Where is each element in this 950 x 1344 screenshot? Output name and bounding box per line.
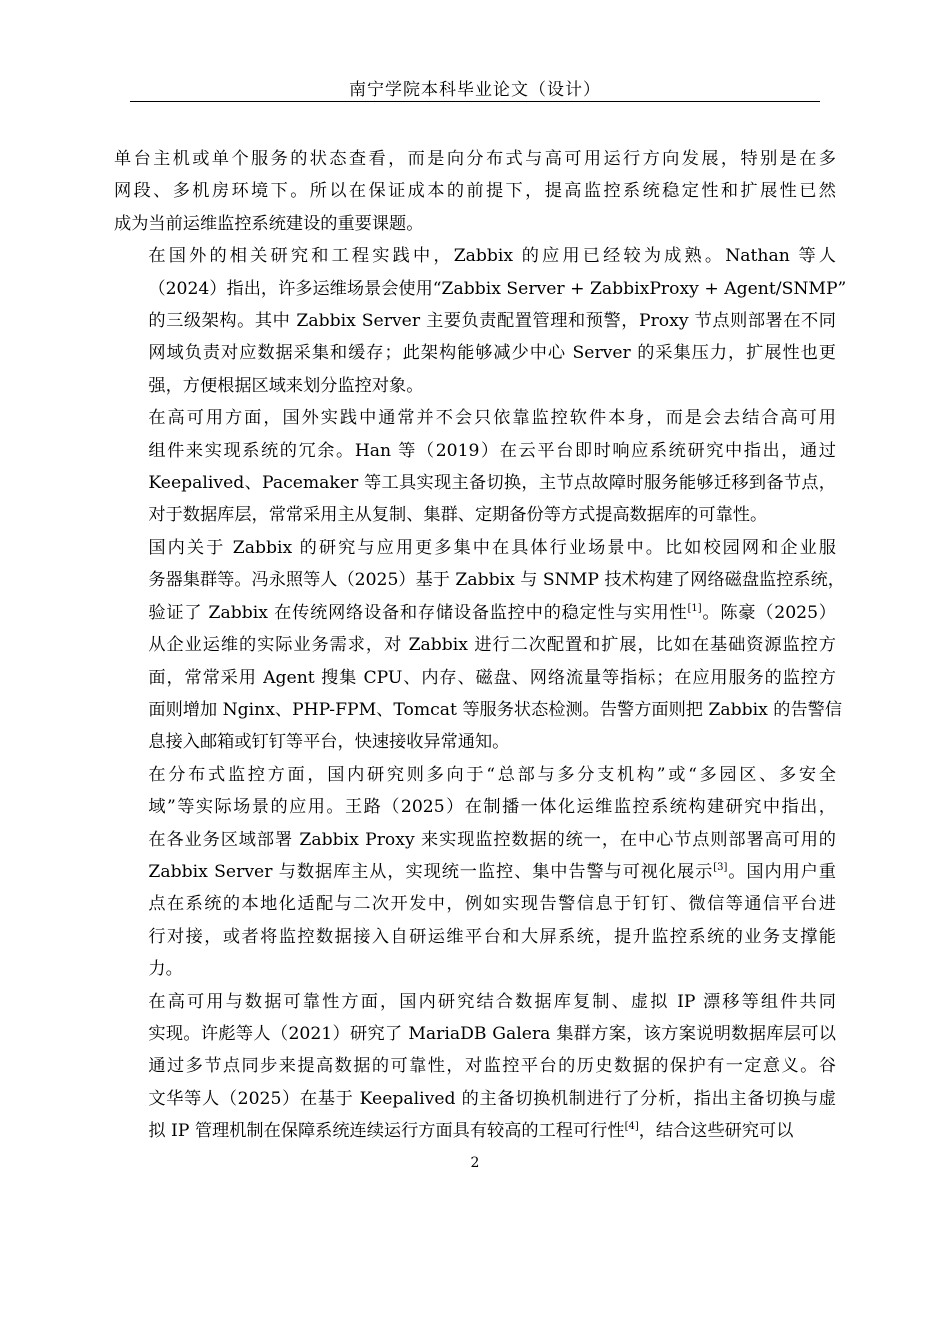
text-line: 点在系统的本地化适配与二次开发中，例如实现告警信息于钉钉、微信等通信平台进 — [148, 894, 836, 915]
text-line: 在国外的相关研究和工程实践中，Zabbix 的应用已经较为成熟。Nathan 等人 — [148, 246, 836, 267]
text-line: 通过多节点同步来提高数据的可靠性，对监控平台的历史数据的保护有一定意义。谷 — [148, 1056, 836, 1077]
text-line: 成为当前运维监控系统建设的重要课题。 — [114, 213, 424, 234]
text-line: 行对接，或者将监控数据接入自研运维平台和大屏系统，提升监控系统的业务支撑能 — [148, 926, 836, 947]
text-line — [114, 856, 836, 888]
text-line: 组件来实现系统的冗余。Han 等（2019）在云平台即时响应系统研究中指出，通过 — [148, 440, 836, 461]
paragraph — [114, 402, 836, 532]
citation-reference: [1] — [687, 602, 702, 614]
text-line: Keepalived、Pacemaker 等工具实现主备切换，主节点故障时服务能够迁移到备节点， — [148, 473, 836, 494]
text-line: 在高可用与数据可靠性方面，国内研究结合数据库复制、虚拟 IP 漂移等组件共同 — [148, 991, 836, 1012]
citation-reference: [3] — [713, 861, 728, 873]
text-line — [114, 1115, 836, 1147]
header-rule — [130, 101, 820, 102]
text-line: 从企业运维的实际业务需求，对 Zabbix 进行二次配置和扩展，比如在基础资源监控方 — [148, 635, 836, 656]
text-line: 在分布式监控方面，国内研究则多向于“总部与多分支机构”或“多园区、多安全 — [148, 764, 836, 785]
text-line: 的三级架构。其中 Zabbix Server 主要负责配置管理和预警，Proxy 节点则部署在不同 — [148, 311, 836, 332]
text-line: 在高可用方面，国外实践中通常并不会只依靠监控软件本身，而是会去结合高可用 — [148, 408, 836, 429]
page-number: 2 — [470, 1155, 480, 1171]
text-line: 网段、多机房环境下。所以在保证成本的前提下，提高监控系统稳定性和扩展性已然 — [114, 181, 836, 202]
text-line: 网域负责对应数据采集和缓存；此架构能够减少中心 Server 的采集压力，扩展性也更 — [148, 343, 836, 364]
paragraph — [114, 143, 836, 240]
line-text: 拟 IP 管理机制在保障系统连续运行方面具有较高的工程可行性 — [148, 1121, 625, 1142]
line-text: ，结合这些研究可以 — [638, 1121, 794, 1142]
body-text — [114, 143, 847, 1148]
paragraph — [114, 759, 836, 986]
paragraph — [114, 986, 836, 1148]
line-text: Zabbix Server 与数据库主从，实现统一监控、集中告警与可视化展示 — [148, 861, 714, 882]
text-line: 务器集群等。冯永照等人（2025）基于 Zabbix 与 SNMP 技术构建了网络磁盘监控系统， — [148, 570, 845, 591]
line-text: 验证了 Zabbix 在传统网络设备和存储设备监控中的稳定性与实用性 — [148, 602, 688, 623]
text-line: 面则增加 Nginx、PHP-FPM、Tomcat 等服务状态检测。告警方面则把 Zabbix 的告警信 — [148, 699, 843, 720]
text-line — [114, 597, 836, 629]
text-line: 强，方便根据区域来划分监控对象。 — [148, 375, 424, 396]
text-line: 国内关于 Zabbix 的研究与应用更多集中在具体行业场景中。比如校园网和企业服 — [148, 537, 836, 558]
text-line: 息接入邮箱或钉钉等平台，快速接收异常通知。 — [148, 732, 510, 753]
paragraph — [114, 532, 845, 759]
running-header: 南宁学院本科毕业论文（设计） — [349, 80, 601, 100]
text-line: 域”等实际场景的应用。王路（2025）在制播一体化运维监控系统构建研究中指出， — [148, 797, 836, 818]
paragraph — [114, 240, 847, 402]
text-line: 实现。许彪等人（2021）研究了 MariaDB Galera 集群方案，该方案说明数据库层可以 — [148, 1023, 836, 1044]
text-line: 文华等人（2025）在基于 Keepalived 的主备切换机制进行了分析，指出主备切换与虚 — [148, 1088, 836, 1109]
citation-reference: [4] — [624, 1121, 639, 1133]
text-line: 在各业务区域部署 Zabbix Proxy 来实现监控数据的统一，在中心节点则部署高可用的 — [148, 829, 836, 850]
text-line: 对于数据库层，常常采用主从复制、集群、定期备份等方式提高数据库的可靠性。 — [148, 505, 768, 526]
line-text: 。陈豪（2025） — [701, 602, 836, 623]
text-line: 单台主机或单个服务的状态查看，而是向分布式与高可用运行方向发展，特别是在多 — [114, 149, 836, 169]
text-line: （2024）指出，许多运维场景会使用“Zabbix Server + ZabbixProxy + Agent/SNMP” — [148, 278, 847, 299]
text-line: 力。 — [148, 959, 183, 980]
line-text: 。国内用户重 — [727, 861, 836, 882]
text-line: 面，常常采用 Agent 搜集 CPU、内存、磁盘、网络流量等指标；在应用服务的监控方 — [148, 667, 836, 688]
